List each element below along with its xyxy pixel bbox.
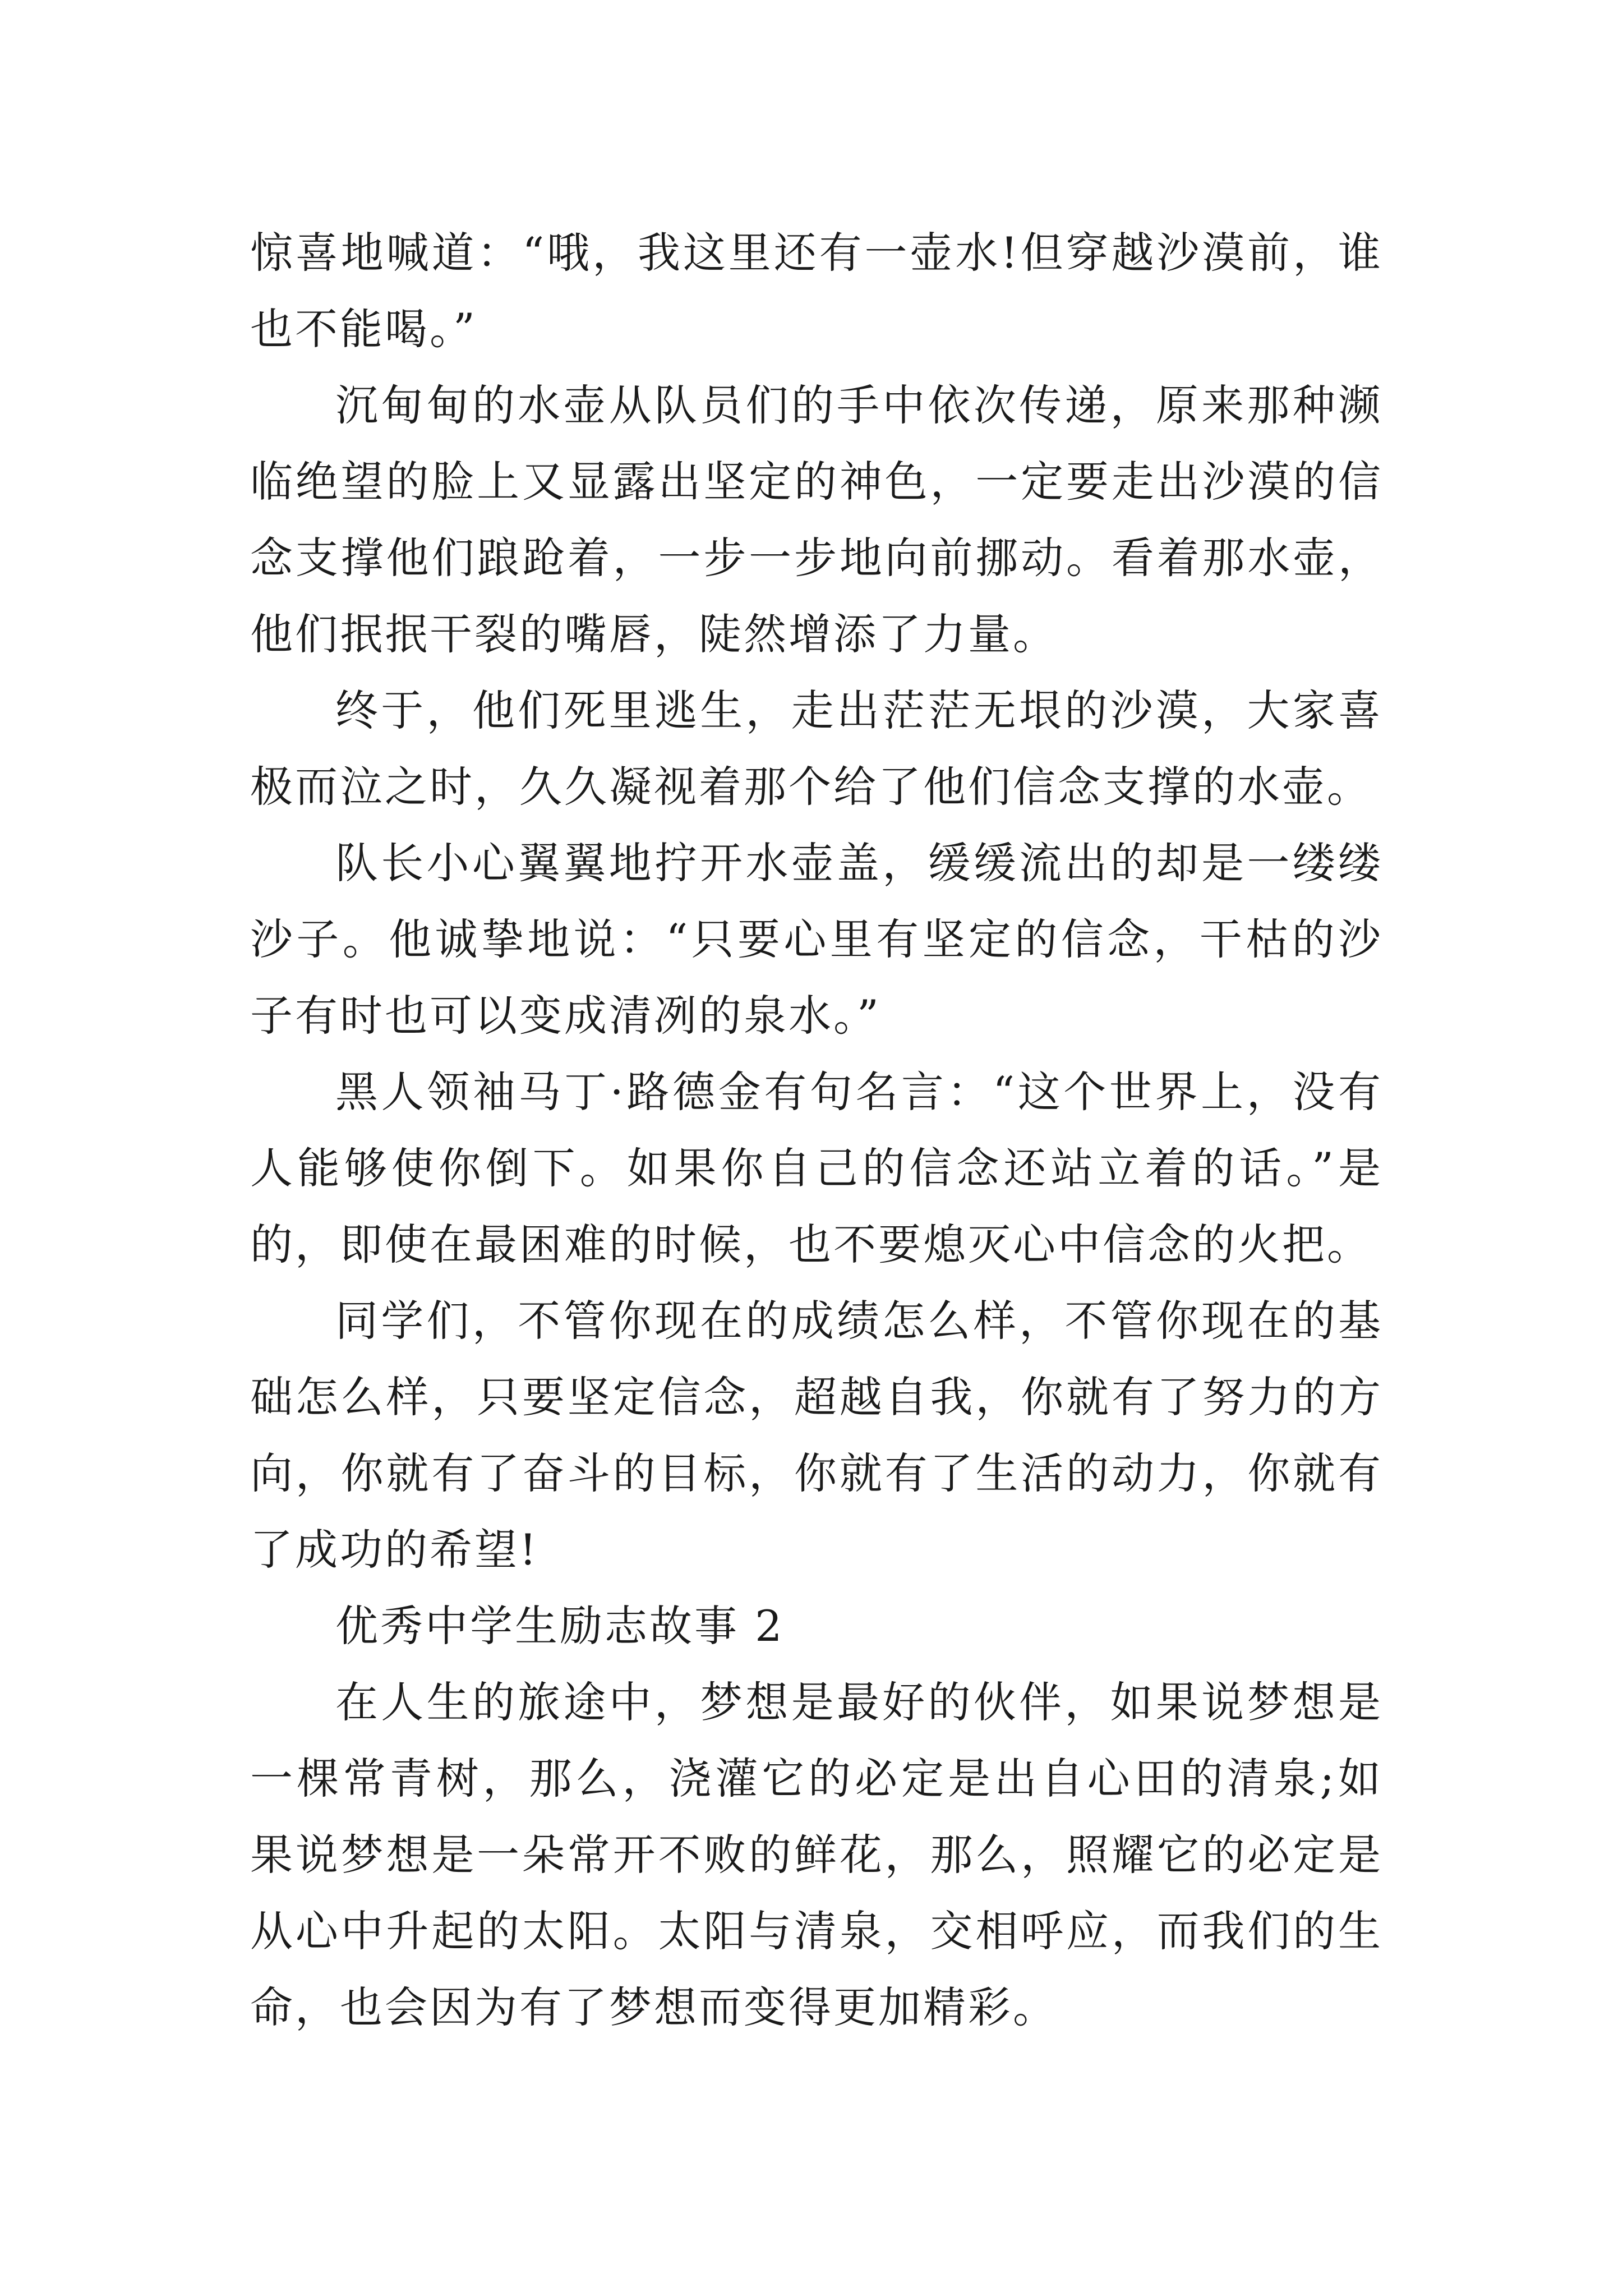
document-body <box>250 215 1383 2046</box>
paragraph: 黑人领袖马丁·路德金有句名言：“这个世界上，没有人能够使你倒下。如果你自己的信念还站立着的话。”是的，即使在最困难的时候，也不要熄灭心中信念的火把。 <box>250 1067 1383 1269</box>
paragraph: 沉甸甸的水壶从队员们的手中依次传递，原来那种濒临绝望的脸上又显露出坚定的神色，一定要走出沙漠的信念支撑他们踉跄着，一步一步地向前挪动。看着那水壶，他们抿抿干裂的嘴唇，陡然增添了力量。 <box>250 380 1383 659</box>
paragraph-continued: 惊喜地喊道：“哦，我这里还有一壶水!但穿越沙漠前，谁也不能喝。” <box>250 228 1383 354</box>
paragraph: 在人生的旅途中，梦想是最好的伙伴，如果说梦想是一棵常青树，那么，浇灌它的必定是出自心田的清泉;如果说梦想是一朵常开不败的鲜花，那么，照耀它的必定是从心中升起的太阳。太阳与清泉，交相呼应，而我们的生命，也会因为有了梦想而变得更加精彩。 <box>250 1677 1383 2032</box>
paragraph: 同学们，不管你现在的成绩怎么样，不管你现在的基础怎么样，只要坚定信念，超越自我，你就有了努力的方向，你就有了奋斗的目标，你就有了生活的动力，你就有了成功的希望! <box>250 1296 1383 1575</box>
section-title: 优秀中学生励志故事 2 <box>335 1601 785 1651</box>
paragraph: 终于，他们死里逃生，走出茫茫无垠的沙漠，大家喜极而泣之时，久久凝视着那个给了他们信念支撑的水壶。 <box>250 685 1383 812</box>
paragraph: 队长小心翼翼地拧开水壶盖，缓缓流出的却是一缕缕沙子。他诚挚地说：“只要心里有坚定的信念，干枯的沙子有时也可以变成清冽的泉水。” <box>250 838 1383 1041</box>
